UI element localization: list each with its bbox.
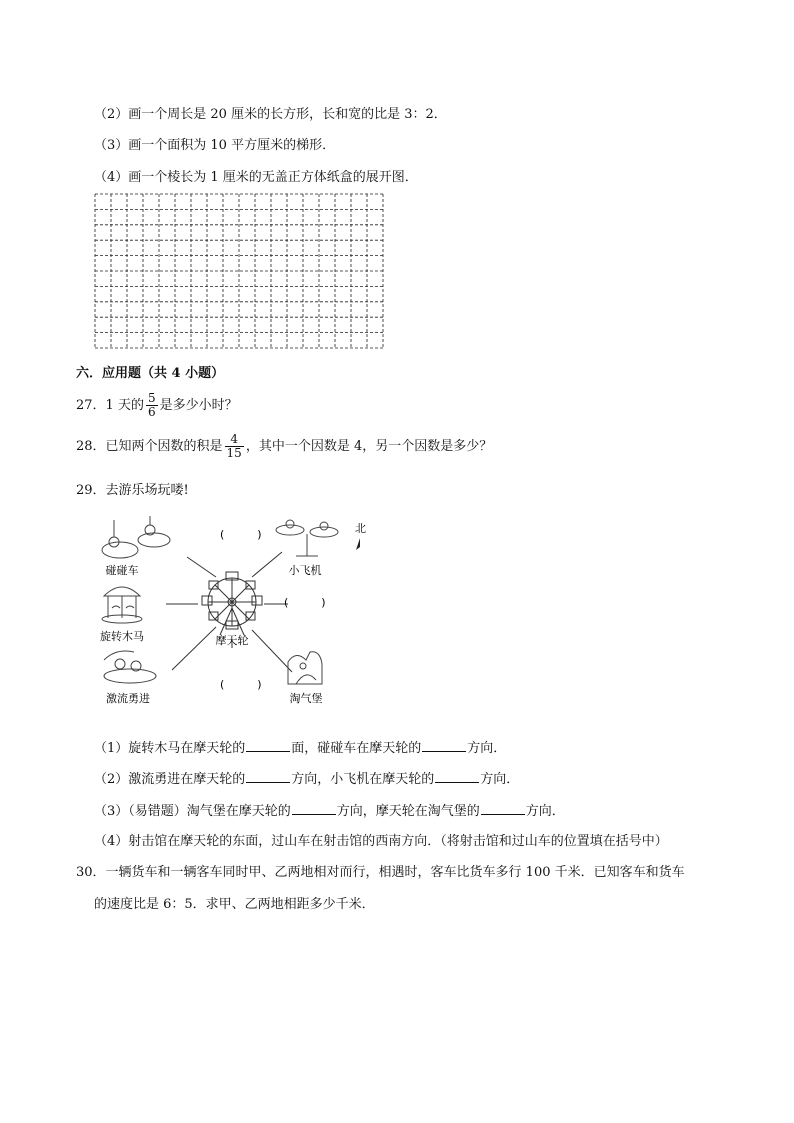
q27-text-before: 27．1 天的 (76, 398, 144, 413)
q28-text-after: ，其中一个因数是 4，另一个因数是多少？ (245, 439, 493, 454)
bumper-car-icon (102, 516, 170, 558)
amusement-park-map (92, 512, 374, 722)
answer-blank[interactable] (422, 739, 466, 752)
line-ne (252, 552, 282, 577)
section-title: 六．应用题（共 4 小题） (76, 366, 225, 381)
question-30-line-2: 的速度比是 6：5．求甲、乙两地相距多少千米． (94, 897, 375, 912)
item-4: （4）画一个棱长为 1 厘米的无盖正方体纸盒的展开图． (94, 170, 418, 185)
s1-part-c: 方向． (467, 741, 507, 756)
line-nw (187, 557, 216, 577)
q28-denominator: 15 (226, 446, 242, 460)
s1-part-b: 面，碰碰车在摩天轮的 (291, 741, 422, 756)
line-sw (172, 627, 216, 670)
label-carousel: 旋转木马 (100, 630, 144, 643)
question-27 (76, 392, 238, 419)
question-28 (76, 433, 492, 460)
s3-part-b: 方向，摩天轮在淘气堡的 (336, 804, 480, 819)
q28-fraction (225, 433, 244, 460)
ferris-wheel-icon (202, 572, 262, 635)
answer-blank[interactable] (246, 770, 290, 783)
paren-south: ( ) (220, 678, 262, 691)
rafting-icon (104, 651, 156, 683)
drawing-grid (94, 193, 384, 349)
q29-sub-3 (94, 800, 565, 819)
carousel-icon (102, 587, 142, 623)
north-arrow-icon (356, 538, 360, 550)
label-small-plane: 小飞机 (288, 564, 322, 577)
s1-part-a: （1）旋转木马在摩天轮的 (94, 741, 246, 756)
question-30-line-1: 30．一辆货车和一辆客车同时甲、乙两地相对而行，相遇时，客车比货车多行 100 千米．已知客车和货车 (76, 865, 685, 880)
answer-blank[interactable] (481, 802, 525, 815)
label-bumper-car: 碰碰车 (105, 564, 139, 577)
paren-north: ( ) (220, 528, 262, 541)
q28-text-before: 28．已知两个因数的积是 (76, 439, 223, 454)
s2-part-c: 方向． (480, 772, 520, 787)
label-ferris-wheel: 摩天轮 (215, 634, 249, 647)
q27-text-after: 是多少小时？ (159, 398, 238, 413)
q27-denominator: 6 (147, 405, 156, 419)
q28-numerator: 4 (225, 433, 244, 447)
small-plane-icon (276, 520, 338, 556)
map-connectors (166, 552, 292, 672)
answer-blank[interactable] (246, 739, 290, 752)
s2-part-b: 方向，小飞机在摩天轮的 (291, 772, 435, 787)
q29-sub-1 (94, 737, 506, 756)
item-2: （2）画一个周长是 20 厘米的长方形，长和宽的比是 3：2． (94, 107, 447, 122)
q27-fraction (146, 392, 158, 419)
castle-icon (288, 652, 322, 684)
q27-numerator: 5 (147, 391, 156, 405)
q29-sub-4: （4）射击馆在摩天轮的东面，过山车在射击馆的西南方向．（将射击馆和过山车的位置填在括号中） (94, 834, 668, 849)
answer-blank[interactable] (435, 770, 479, 783)
answer-blank[interactable] (292, 802, 336, 815)
question-29-title: 29．去游乐场玩喽! (76, 483, 189, 498)
label-castle: 淘气堡 (289, 692, 323, 705)
item-3: （3）画一个面积为 10 平方厘米的梯形． (94, 138, 336, 153)
label-rafting: 激流勇进 (106, 692, 150, 705)
paren-east: ( ) (284, 596, 326, 609)
line-se (252, 630, 292, 672)
q29-sub-2 (94, 768, 519, 787)
s3-part-c: 方向． (525, 804, 565, 819)
s3-part-a: （3）（易错题）淘气堡在摩天轮的 (94, 804, 291, 819)
s2-part-a: （2）激流勇进在摩天轮的 (94, 772, 246, 787)
north-label: 北 (355, 522, 366, 535)
